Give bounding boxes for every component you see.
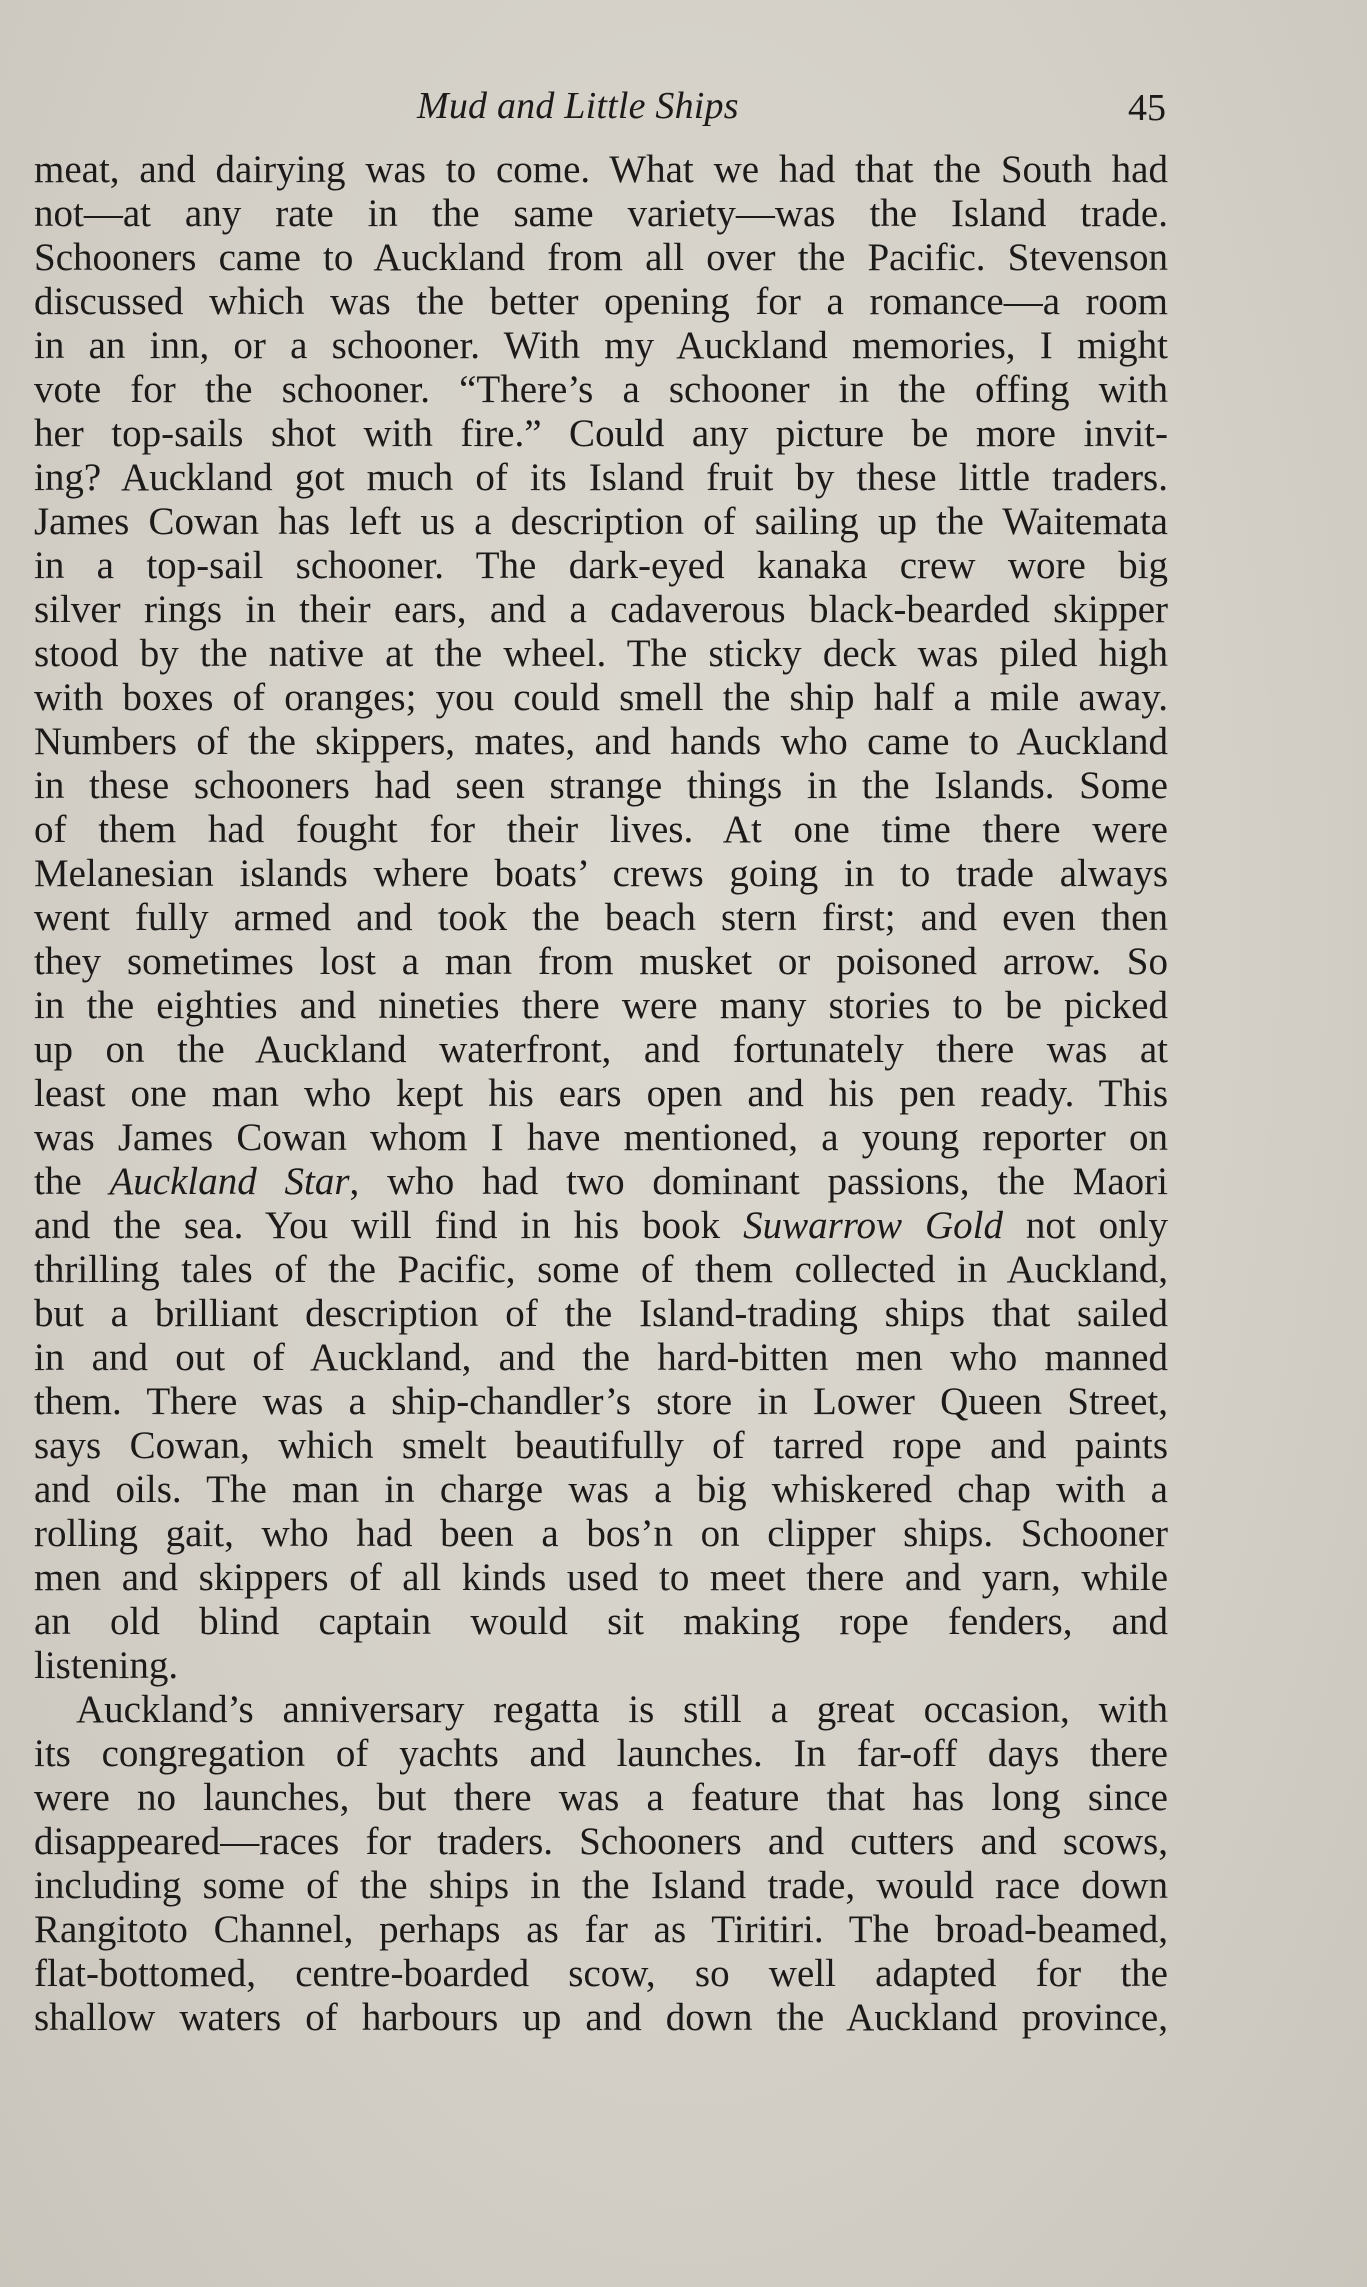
text-line: not—at any rate in the same variety—was the Island trade.	[34, 192, 1168, 235]
newspaper-title: Auckland Star	[109, 1160, 350, 1203]
text-line: least one man who kept his ears open and his pen ready. This	[34, 1072, 1168, 1115]
text-line: meat, and dairying was to come. What we had that the South had	[34, 148, 1168, 191]
text-line	[34, 1160, 1168, 1204]
text-line: disappeared—races for traders. Schooners and cutters and scows,	[34, 1820, 1168, 1863]
text-line: vote for the schooner. “There’s a schooner in the offing with	[34, 368, 1168, 411]
text-line: in the eighties and nineties there were many stories to be picked	[34, 984, 1168, 1027]
book-title: Suwarrow Gold	[743, 1204, 1003, 1247]
text-line: was James Cowan whom I have mentioned, a young reporter on	[34, 1116, 1168, 1159]
text-line: in a top-sail schooner. The dark-eyed kanaka crew wore big	[34, 544, 1168, 587]
text-line: flat-bottomed, centre-boarded scow, so well adapted for the	[34, 1952, 1168, 1995]
text-line: its congregation of yachts and launches. In far-off days there	[34, 1732, 1168, 1775]
text-line: were no launches, but there was a feature that has long since	[34, 1776, 1168, 1819]
text-line: in these schooners had seen strange things in the Islands. Some	[34, 764, 1168, 807]
text-line: silver rings in their ears, and a cadaverous black-bearded skipper	[34, 588, 1168, 631]
page-number: 45	[1128, 87, 1166, 129]
text-line: James Cowan has left us a description of sailing up the Waitemata	[34, 500, 1168, 543]
running-title: Mud and Little Ships	[417, 85, 739, 127]
text-line: and oils. The man in charge was a big whiskered chap with a	[34, 1468, 1168, 1511]
text-line: ing? Auckland got much of its Island fruit by these little traders.	[34, 456, 1168, 499]
text-line: an old blind captain would sit making rope fenders, and	[34, 1600, 1168, 1643]
text-line: of them had fought for their lives. At one time there were	[34, 808, 1168, 851]
text-line: Numbers of the skippers, mates, and hands who came to Auckland	[34, 720, 1168, 763]
text-line: but a brilliant description of the Island-trading ships that sailed	[34, 1292, 1168, 1335]
text-line: says Cowan, which smelt beautifully of tarred rope and paints	[34, 1424, 1168, 1467]
body-text	[34, 148, 1168, 2040]
text-span: , who had two dominant passions, the Maori	[349, 1160, 1168, 1203]
text-line: listening.	[34, 1644, 179, 1687]
text-line: Auckland’s anniversary regatta is still a great occasion, with	[76, 1688, 1168, 1731]
text-line: including some of the ships in the Island trade, would race down	[34, 1864, 1168, 1907]
text-line: discussed which was the better opening for a romance—a room	[34, 280, 1168, 323]
text-line: her top-sails shot with fire.” Could any picture be more invit-	[34, 412, 1168, 455]
text-line: up on the Auckland waterfront, and fortunately there was at	[34, 1028, 1168, 1071]
text-line: with boxes of oranges; you could smell the ship half a mile away.	[34, 676, 1168, 719]
text-line: thrilling tales of the Pacific, some of them collected in Auckland,	[34, 1248, 1168, 1291]
text-line	[34, 1204, 1168, 1248]
text-line: them. There was a ship-chandler’s store in Lower Queen Street,	[34, 1380, 1168, 1423]
text-line: stood by the native at the wheel. The sticky deck was piled high	[34, 632, 1168, 675]
text-line: went fully armed and took the beach stern first; and even then	[34, 896, 1168, 939]
text-line: in an inn, or a schooner. With my Auckland memories, I might	[34, 324, 1168, 367]
text-span: the	[34, 1160, 110, 1203]
page-header	[0, 80, 1367, 140]
text-line: in and out of Auckland, and the hard-bitten men who manned	[34, 1336, 1168, 1379]
text-line: Schooners came to Auckland from all over the Pacific. Stevenson	[34, 236, 1168, 279]
text-span: not only	[1002, 1204, 1168, 1247]
text-line: men and skippers of all kinds used to meet there and yarn, while	[34, 1556, 1168, 1599]
text-line: they sometimes lost a man from musket or poisoned arrow. So	[34, 940, 1168, 983]
text-line: Melanesian islands where boats’ crews going in to trade always	[34, 852, 1168, 895]
text-line: rolling gait, who had been a bos’n on clipper ships. Schooner	[34, 1512, 1168, 1555]
text-line: Rangitoto Channel, perhaps as far as Tiritiri. The broad-beamed,	[34, 1908, 1168, 1951]
text-span: and the sea. You will find in his book	[34, 1204, 744, 1247]
text-line: shallow waters of harbours up and down the Auckland province,	[34, 1996, 1168, 2039]
